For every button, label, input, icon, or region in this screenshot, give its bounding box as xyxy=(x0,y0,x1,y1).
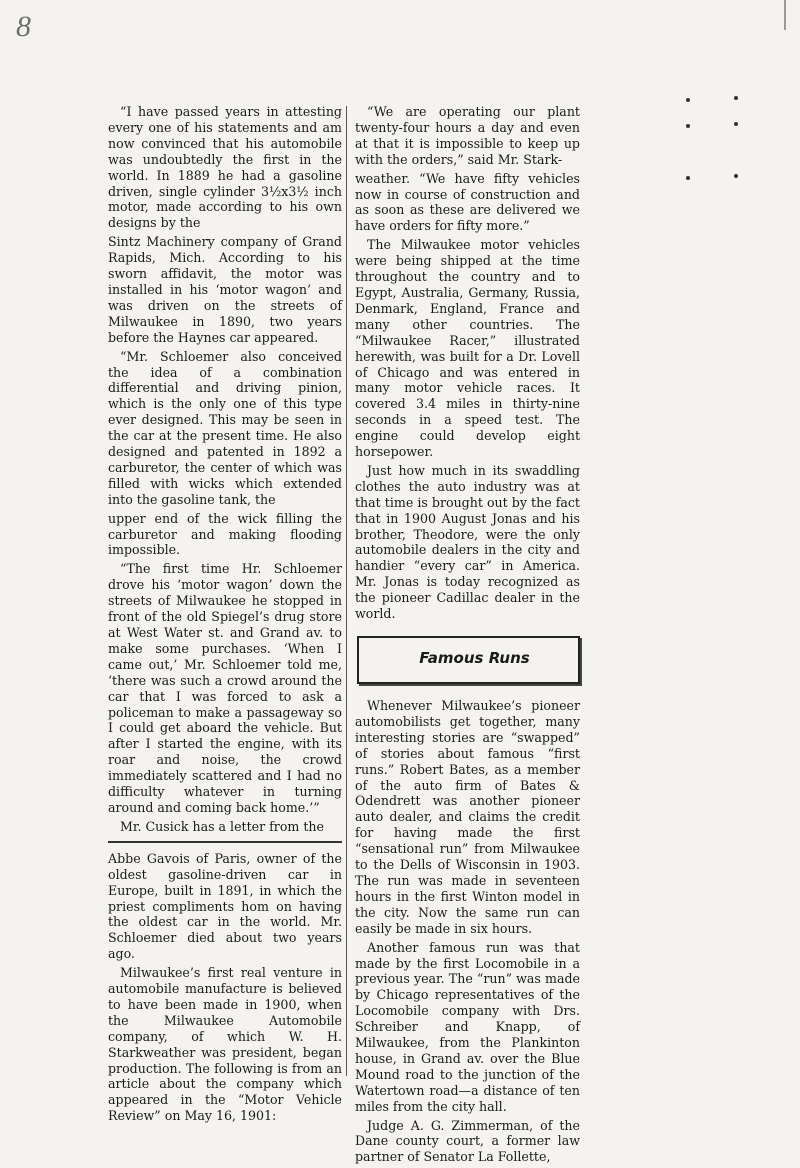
paragraph: Judge A. G. Zimmerman, of the Dane county court, a former law partner of Senator La Follette, xyxy=(355,1117,580,1165)
scan-edge-mark xyxy=(784,0,786,30)
margin-speck xyxy=(686,98,690,102)
margin-speck xyxy=(686,176,690,180)
paragraph: “We are operating our plant twenty-four hours a day and even at that it is impossible to keep up with the orders,” said Mr. Stark- xyxy=(355,104,580,167)
section-headline: Famous Runs xyxy=(419,648,530,667)
margin-speck xyxy=(734,122,738,126)
paragraph: weather. “We have fifty vehicles now in course of construction and as soon as these are delivered we have orders for fifty more.” xyxy=(355,170,580,234)
page-number: 8 xyxy=(16,10,31,43)
paragraph: Milwaukee’s first real venture in automobile manufacture is believed to have been made in 1900, when the Milwaukee Automobile company, of which W. H. Starkweather was president, began production. The following is from an article about the company which appeared in the “Motor Vehicle Review” on May 16, 1901: xyxy=(108,965,342,1124)
paragraph: Just how much in its swaddling clothes the auto industry was at that time is brought out by the fact that in 1900 August Jonas and his brother, Theodore, were the only automobile dealers in the city and handier “every car” in America. Mr. Jonas is today recognized as the pioneer Cadillac dealer in the world. xyxy=(355,462,580,622)
margin-speck xyxy=(734,174,738,178)
paragraph: “The first time Hr. Schloemer drove his ‘motor wagon’ down the streets of Milwaukee he stopped in front of the old Spiegel’s drug store at West Water st. and Grand av. to make some purchases. ‘When I came out,’ Mr. Schloemer told me, ‘there was such a crowd around the car that I was forced to ask a policeman to make a passageway so I could get aboard the vehicle. But after I started the engine, with its roar and noise, the crowd immediately scattered and I had no difficulty whatever in turning around and coming back home.’” xyxy=(108,561,342,815)
margin-speck xyxy=(734,96,738,100)
column-divider xyxy=(346,106,347,1076)
headline-box xyxy=(357,636,580,684)
paragraph: Whenever Milwaukee’s pioneer automobilists get together, many interesting stories are “swapped” of stories about famous “first runs.” Robert Bates, as a member of the auto firm of Bates & Odendrett was another pioneer auto dealer, and claims the credit for having made the first “sensational run” from Milwaukee to the Dells of Wisconsin in 1903. The run was made in seventeen hours in the first Winton model in the city. Now the same run can easily be made in six hours. xyxy=(355,698,580,936)
paragraph: Sintz Machinery company of Grand Rapids, Mich. According to his sworn affidavit, the motor was installed in his ‘motor wagon’ and was driven on the streets of Milwaukee in 1890, two years before the Haynes car appeared. xyxy=(108,234,342,345)
left-column xyxy=(108,104,342,1127)
margin-speck xyxy=(686,124,690,128)
paragraph: The Milwaukee motor vehicles were being shipped at the time throughout the country and to Egypt, Australia, Germany, Russia, Denmark, England, France and many other countries. The “Milwaukee Racer,” illustrated herewith, was built for a Dr. Lovell of Chicago and was entered in many motor vehicle races. It covered 3.4 miles in thirty-nine seconds in a speed test. The engine could develop eight horsepower. xyxy=(355,237,580,460)
paragraph: upper end of the wick filling the carburetor and making flooding impossible. xyxy=(108,510,342,558)
paragraph: “I have passed years in attesting every one of his statements and am now convinced that his automobile was undoubtedly the first in the world. In 1889 he had a gasoline driven, single cylinder 3½x3½ inch motor, made according to his own designs by the xyxy=(108,104,342,231)
paragraph: Another famous run was that made by the first Locomobile in a previous year. The “run” was made by Chicago representatives of the Locomobile company with Drs. Schreiber and Knapp, of Milwaukee, from the Plankinton house, in Grand av. over the Blue Mound road to the junction of the Watertown road—a distance of ten miles from the city hall. xyxy=(355,939,580,1114)
right-column xyxy=(355,104,580,1168)
paragraph: “Mr. Schloemer also conceived the idea of a combination differential and driving pinion, which is the only one of this type ever designed. This may be seen in the car at the present time. He also designed and patented in 1892 a carburetor, the center of which was filled with wicks which extended into the gasoline tank, the xyxy=(108,348,342,507)
paragraph: Mr. Cusick has a letter from the xyxy=(120,818,324,834)
section-rule xyxy=(108,841,342,843)
paragraph: Abbe Gavois of Paris, owner of the oldest gasoline-driven car in Europe, built in 1891, in which the priest compliments hom on having the oldest car in the world. Mr. Schloemer died about two years ago. xyxy=(108,850,342,962)
